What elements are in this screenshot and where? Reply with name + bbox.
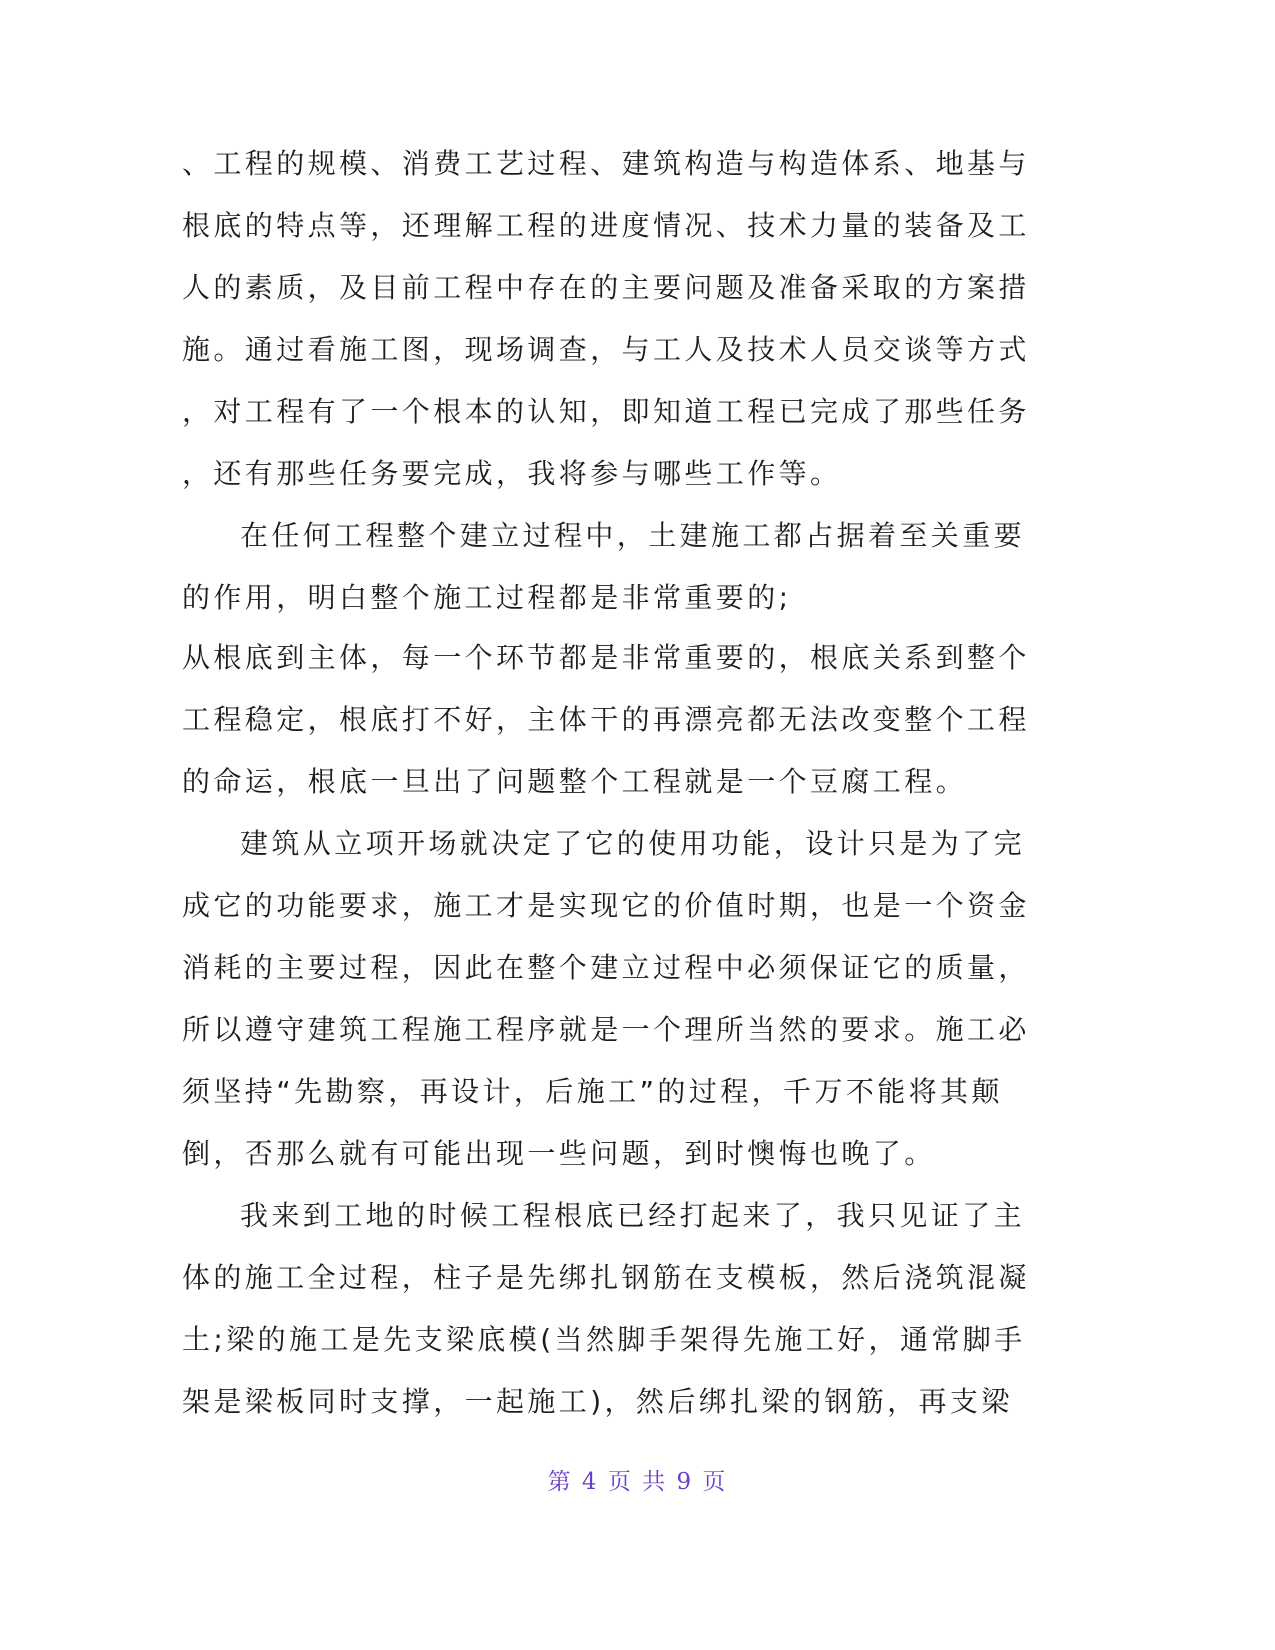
text-line: 成它的功能要求，施工才是实现它的价值时期，也是一个资金 bbox=[182, 889, 1030, 922]
paragraph bbox=[182, 505, 1062, 629]
text-line: 、工程的规模、消费工艺过程、建筑构造与构造体系、地基与 bbox=[182, 147, 1030, 180]
text-line: 的作用，明白整个施工过程都是非常重要的; bbox=[182, 581, 792, 614]
text-line: 须坚持“先勘察，再设计，后施工”的过程，千万不能将其颠 bbox=[182, 1075, 1003, 1108]
text-line: 根底的特点等，还理解工程的进度情况、技术力量的装备及工 bbox=[182, 209, 1030, 242]
text-line: 我来到工地的时候工程根底已经打起来了，我只见证了主 bbox=[240, 1199, 1026, 1232]
paragraph bbox=[182, 813, 1062, 1185]
text-line: 从根底到主体，每一个环节都是非常重要的，根底关系到整个 bbox=[182, 641, 1030, 674]
page-footer bbox=[0, 1466, 1275, 1498]
paragraph bbox=[182, 627, 1062, 813]
text-line: 体的施工全过程，柱子是先绑扎钢筋在支模板，然后浇筑混凝 bbox=[182, 1261, 1030, 1294]
text-line: 在任何工程整个建立过程中，土建施工都占据着至关重要 bbox=[240, 519, 1026, 552]
text-line: 施。通过看施工图，现场调查，与工人及技术人员交谈等方式 bbox=[182, 333, 1030, 366]
paragraph bbox=[182, 1185, 1062, 1433]
text-line: 人的素质，及目前工程中存在的主要问题及准备采取的方案措 bbox=[182, 271, 1030, 304]
text-line: 土;梁的施工是先支梁底模(当然脚手架得先施工好，通常脚手 bbox=[182, 1323, 1026, 1356]
text-line: 倒，否那么就有可能出现一些问题，到时懊悔也晚了。 bbox=[182, 1137, 936, 1170]
text-line: 架是梁板同时支撑，一起施工)，然后绑扎梁的钢筋，再支梁 bbox=[182, 1385, 1013, 1418]
page-number: 第 4 页 共 9 页 bbox=[547, 1469, 728, 1495]
paragraph bbox=[182, 133, 1062, 505]
text-line: ，还有那些任务要完成，我将参与哪些工作等。 bbox=[182, 457, 842, 490]
text-line: 建筑从立项开场就决定了它的使用功能，设计只是为了完 bbox=[240, 827, 1026, 860]
text-line: ，对工程有了一个根本的认知，即知道工程已完成了那些任务 bbox=[182, 395, 1030, 428]
text-line: 消耗的主要过程，因此在整个建立过程中必须保证它的质量， bbox=[182, 951, 1030, 984]
text-line: 的命运，根底一旦出了问题整个工程就是一个豆腐工程。 bbox=[182, 765, 968, 798]
text-line: 工程稳定，根底打不好，主体干的再漂亮都无法改变整个工程 bbox=[182, 703, 1030, 736]
document-body bbox=[182, 133, 1062, 1433]
text-line: 所以遵守建筑工程施工程序就是一个理所当然的要求。施工必 bbox=[182, 1013, 1030, 1046]
